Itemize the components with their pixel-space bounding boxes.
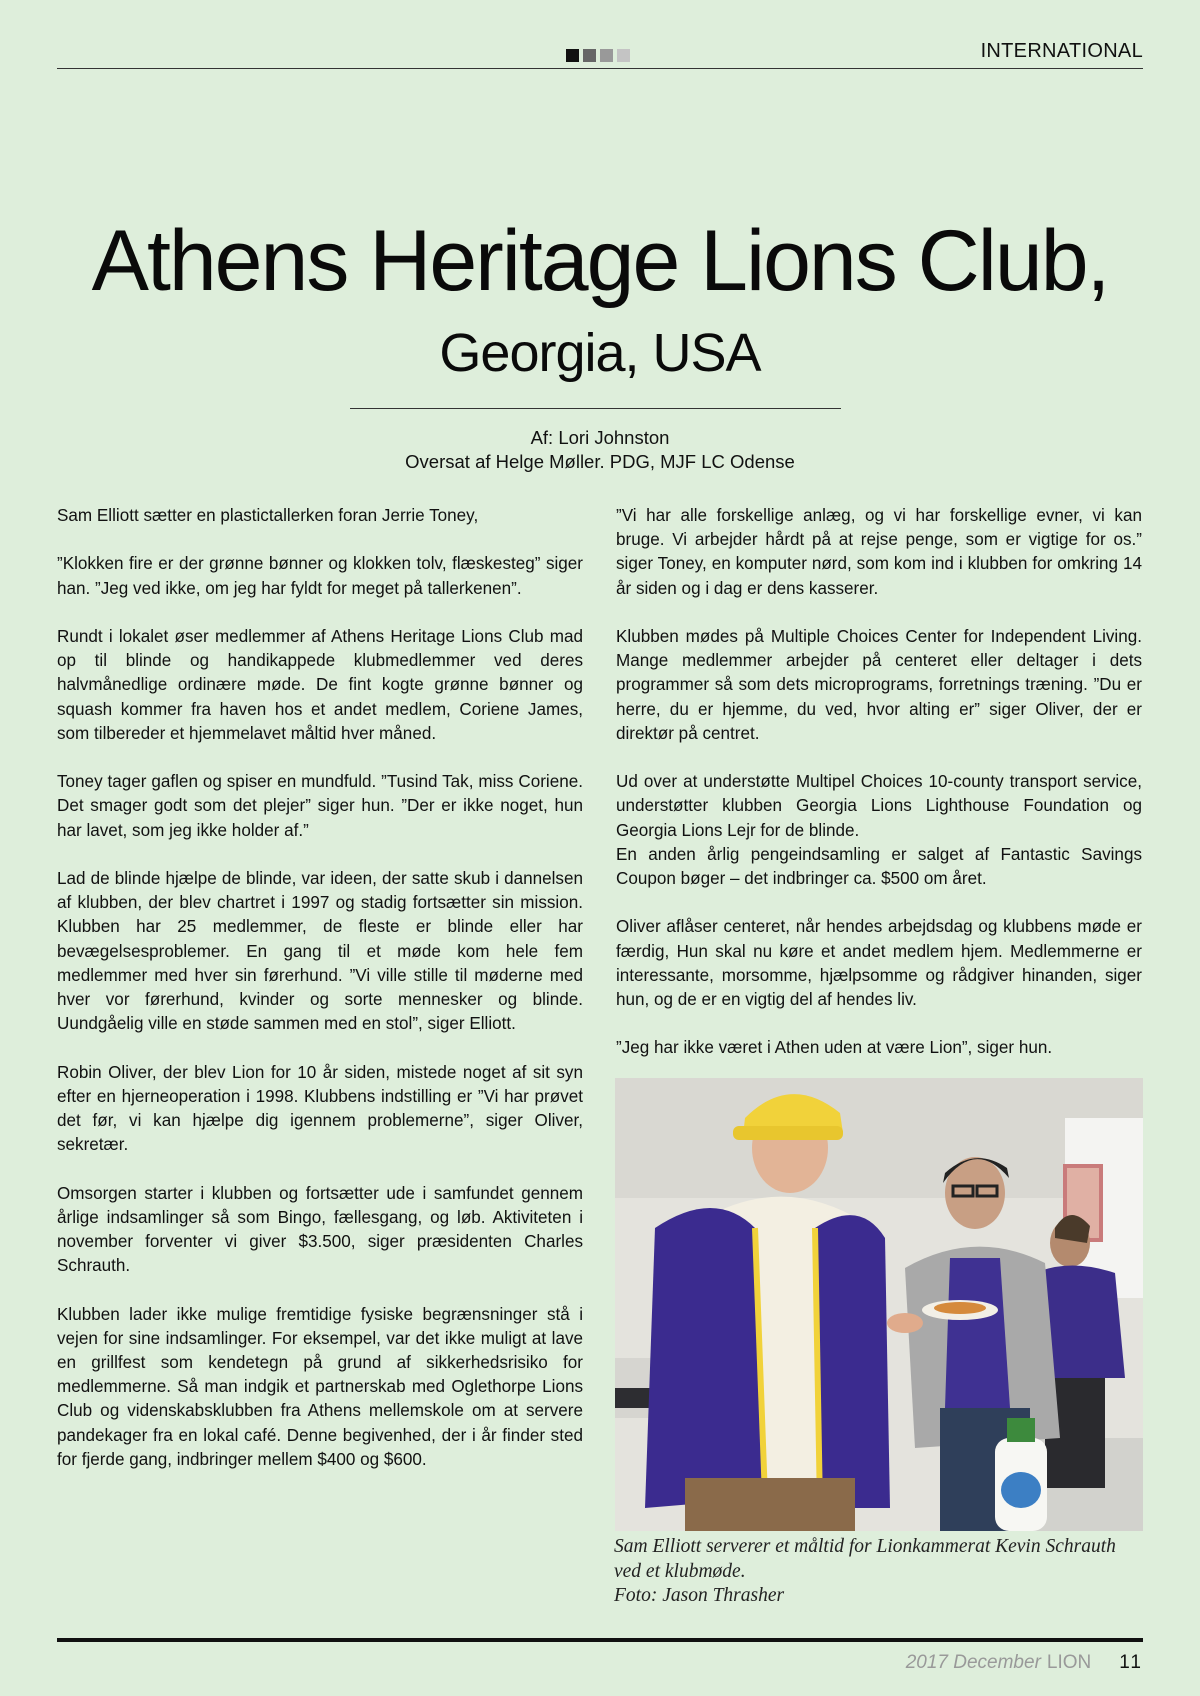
paragraph: Ud over at understøtte Multipel Choices 10-county transport service, understøtter klubben Georgia Lions Lighthouse Foundation og Georgia Lions Lejr for de blinde. [616,772,1142,840]
paragraph: Sam Elliott sætter en plastictallerken foran Jerrie Toney, [57,506,479,525]
square-3 [600,49,613,62]
paragraph: Lad de blinde hjælpe de blinde, var ideen, der satte skub i dannelsen af klubben, der blev chartret i 1997 og stadig fortsætter sin mission. Klubben har 25 medlemmer, de fleste er blinde eller har bevægelsesproblemer. En gang til et møde kom hele fem medlemmer med hver sin førerhund. ”Vi ville stille til møderne med hver vor førerhund, kvinder og sorte mennesker og blinde. Uundgåelig ville en støde sammen med en stol”, siger Elliott. [57,868,583,1034]
byline [0,426,1200,474]
footer [906,1652,1143,1674]
paragraph: Omsorgen starter i klubben og fortsætter ude i samfundet gennem årlige indsamlinger så som Bingo, fællesgang, og løb. Aktiviteten i november forventer vi giver $3.500, siger præsidenten Charles Schrauth. [57,1183,583,1276]
paragraph: Toney tager gaflen og spiser en mundfuld. ”Tusind Tak, miss Coriene. Det smager godt som det plejer” siger hun. ”Der er ikke noget, hun har lavet, som jeg ikke holder af.” [57,772,583,840]
square-1 [566,49,579,62]
title-divider [350,408,841,409]
paragraph: ”Klokken fire er der grønne bønner og klokken tolv, flæskesteg” siger han. ”Jeg ved ikke, om jeg har fyldt for meget på tallerkenen”. [57,554,583,598]
section-label: INTERNATIONAL [980,40,1143,62]
caption-line: ved et klubmøde. [614,1560,746,1582]
magazine-name: LION [1046,1652,1092,1673]
caption-line: Sam Elliott serverer et måltid for Lionkammerat Kevin Schrauth [614,1536,1116,1557]
paragraph: En anden årlig pengeindsamling er salget af Fantastic Savings Coupon bøger – det indbringer ca. $500 om året. [616,844,1142,889]
square-2 [583,49,596,62]
author: Af: Lori Johnston [530,427,670,448]
left-column [57,504,583,1496]
square-4 [617,49,630,62]
paragraph: Oliver aflåser centeret, når hendes arbejdsdag og klubbens møde er færdig, Hun skal nu køre et andet medlem hjem. Medlemmerne er interessante, morsomme, hjælpsomme og rådgiver hinanden, siger hun, og de er en vigtig del af hendes liv. [616,917,1142,1010]
article-subtitle: Georgia, USA [439,323,761,383]
paragraph: Klubben mødes på Multiple Choices Center for Independent Living. Mange medlemmer arbejder på centeret eller deltager i dets programmer så som dets microprograms, forretnings træning. ”Du er herre, du er hjemme, du ved, hvor alting er” siger Oliver, der er direktør på centret. [616,627,1142,743]
right-column [616,504,1142,1085]
issue-date: 2017 December [905,1652,1041,1673]
photo-caption [614,1535,1154,1609]
footer-divider [57,1638,1143,1642]
paragraph: ”Jeg har ikke været i Athen uden at være Lion”, siger hun. [616,1038,1053,1058]
header-divider [57,68,1143,69]
page-number: 11 [1119,1652,1143,1673]
paragraph: Robin Oliver, der blev Lion for 10 år siden, mistede noget af sit syn efter en hjerneoperation i 1998. Klubbens indstilling er ”Vi har prøvet det før, vi kan hjælpe dig igennem problemerne”, siger Oliver, sekretær. [57,1062,583,1155]
caption-line: Foto: Jason Thrasher [614,1585,785,1606]
article-title: Athens Heritage Lions Club, [91,213,1109,309]
paragraph: Klubben lader ikke mulige fremtidige fysiske begrænsninger stå i vejen for sine indsamlinger. For eksempel, var det ikke muligt at lave en grillfest som kendetegn på grund af sikkerhedsrisiko for medlemmerne. Så man indgik et partnerskab med Oglethorpe Lions Club og videnskabsklubben fra Athens mellemskole om at servere pandekager fra en lokal café. Denne begivenhed, der i år finder sted for fjerde gang, indbringer mellem $400 og $600. [57,1304,583,1469]
header-squares-ornament [566,49,630,62]
article-photo [615,1078,1143,1531]
photo-illustration [615,1078,1143,1531]
paragraph: ”Vi har alle forskellige anlæg, og vi har forskellige evner, vi kan bruge. Vi arbejder hårdt på at rejse penge, som er vigtige for os.” siger Toney, en komputer nørd, som kom ind i klubben for omkring 14 år siden og i dag er dens kasserer. [616,506,1142,598]
translator: Oversat af Helge Møller. PDG, MJF LC Odense [405,451,795,472]
paragraph: Rundt i lokalet øser medlemmer af Athens Heritage Lions Club mad op til blinde og handikappede klubmedlemmer ved deres halvmånedlige ordinære møde. De fint kogte grønne bønner og squash kommer fra haven hos et andet medlem, Coriene James, som tilbereder et hjemmelavet måltid hver måned. [57,626,583,743]
